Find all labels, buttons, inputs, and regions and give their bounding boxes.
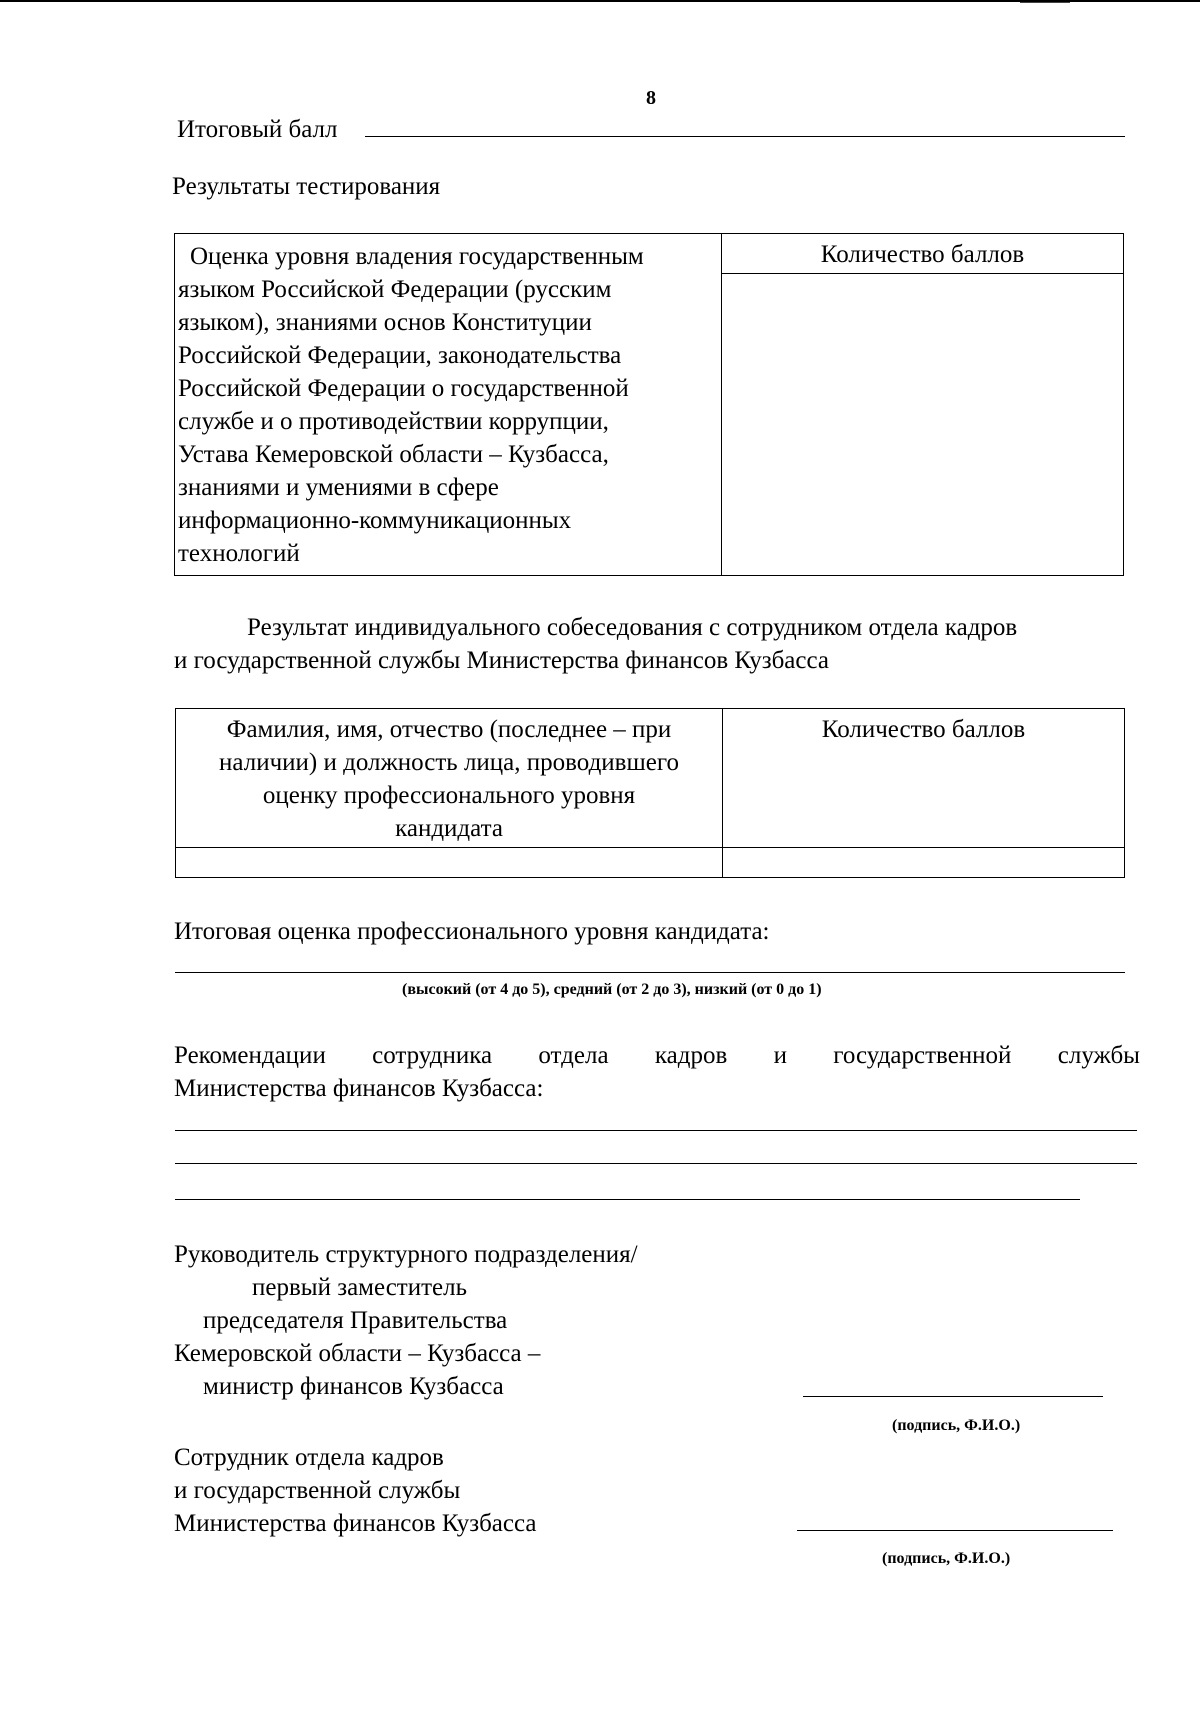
final-assessment-label: Итоговая оценка профессионального уровня кандидата: <box>174 918 770 945</box>
head-signatory-line: первый заместитель <box>252 1274 468 1301</box>
head-signatory-line: Руководитель структурного подразделения/ <box>174 1241 638 1268</box>
interview-heading-line1: Результат индивидуального собеседования с сотрудником отдела кадров <box>247 614 1018 641</box>
interview-score-header-cell <box>723 709 1125 848</box>
head-signature-line[interactable] <box>803 1396 1103 1397</box>
criteria-line: службе и о противодействии коррупции, <box>178 408 609 435</box>
recommendations-heading-line1 <box>174 1039 1140 1072</box>
criteria-line: информационно-коммуникационных <box>178 507 572 534</box>
interview-score-header: Количество баллов <box>821 716 1026 743</box>
criteria-line: Российской Федерации, законодательства <box>178 342 622 369</box>
testing-criteria-cell <box>175 234 722 576</box>
criteria-line: Устава Кемеровской области – Кузбасса, <box>178 441 609 468</box>
interview-score-input-cell[interactable] <box>723 848 1125 878</box>
recommendations-word: кадров <box>654 1042 728 1069</box>
hr-signatory-line: Сотрудник отдела кадров <box>174 1444 444 1471</box>
criteria-line: Оценка уровня владения государственным <box>190 243 644 270</box>
interviewer-header-line: Фамилия, имя, отчество (последнее – при <box>226 716 672 743</box>
assessment-scale-note: (высокий (от 4 до 5), средний (от 2 до 3), низкий (от 0 до 1) <box>402 981 822 998</box>
interviewer-header-line: оценку профессионального уровня <box>262 782 636 809</box>
recommendations-heading-line2: Министерства финансов Кузбасса: <box>174 1075 544 1102</box>
recommendations-field-line-1[interactable] <box>175 1130 1137 1131</box>
score-header-cell <box>722 234 1124 274</box>
criteria-line: Российской Федерации о государственной <box>178 375 629 402</box>
recommendations-word: государственной <box>833 1042 1012 1069</box>
final-score-label: Итоговый балл <box>177 116 338 143</box>
hr-signatory-line: и государственной службы <box>174 1477 461 1504</box>
recommendations-word: сотрудника <box>372 1042 493 1069</box>
criteria-line: языком Российской Федерации (русским <box>178 276 612 303</box>
recommendations-field-line-2[interactable] <box>175 1163 1137 1164</box>
final-assessment-field-line[interactable] <box>175 972 1125 973</box>
criteria-line: языком), знаниями основ Конституции <box>178 309 592 336</box>
criteria-line: знаниями и умениями в сфере <box>178 474 499 501</box>
interview-results-table <box>175 708 1125 878</box>
interviewer-header-line: кандидата <box>395 815 503 842</box>
recommendations-word: Рекомендации <box>174 1042 326 1069</box>
testing-score-input-cell[interactable] <box>722 274 1124 576</box>
head-signatory-line: министр финансов Кузбасса <box>203 1373 504 1400</box>
criteria-line: технологий <box>178 540 300 567</box>
signature-caption-2: (подпись, Ф.И.О.) <box>882 1550 1011 1567</box>
head-signatory-line: Кемеровской области – Кузбасса – <box>174 1340 541 1367</box>
hr-signature-line[interactable] <box>797 1530 1113 1531</box>
testing-heading: Результаты тестирования <box>172 173 441 200</box>
recommendations-field-line-3[interactable] <box>175 1199 1080 1200</box>
interview-heading-line2: и государственной службы Министерства финансов Кузбасса <box>174 647 829 674</box>
scan-edge-mark <box>1020 2 1070 3</box>
signature-caption-1: (подпись, Ф.И.О.) <box>892 1417 1021 1434</box>
interviewer-header-cell <box>176 709 723 848</box>
testing-results-table <box>174 233 1124 576</box>
recommendations-word: отдела <box>538 1042 609 1069</box>
page-number: 8 <box>646 87 656 109</box>
final-score-field-line[interactable] <box>365 136 1125 137</box>
interviewer-input-cell[interactable] <box>176 848 723 878</box>
interviewer-header-line: наличии) и должность лица, проводившего <box>219 749 679 776</box>
score-header: Количество баллов <box>820 241 1025 268</box>
recommendations-word: и <box>773 1042 787 1069</box>
head-signatory-line: председателя Правительства <box>203 1307 508 1334</box>
hr-signatory-line: Министерства финансов Кузбасса <box>174 1510 537 1537</box>
recommendations-word: службы <box>1057 1042 1140 1069</box>
